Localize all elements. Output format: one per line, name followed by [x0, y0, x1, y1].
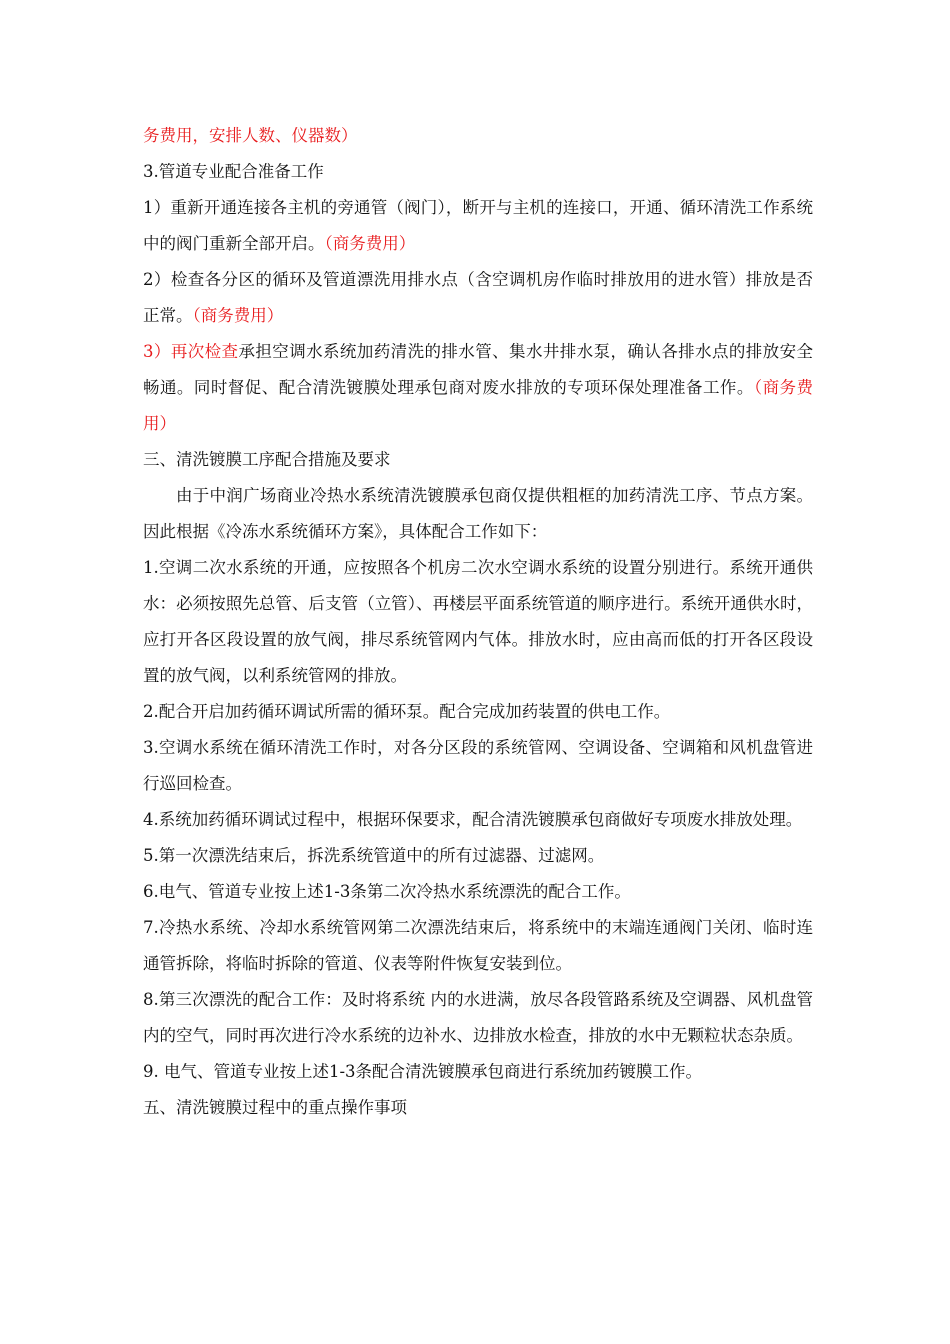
- paragraph-1: [143, 118, 813, 154]
- paragraph-8: [143, 550, 813, 694]
- section-heading: [143, 154, 813, 190]
- section-heading: [143, 1090, 813, 1126]
- paragraph-text: 7.冷热水系统、冷却水系统管网第二次漂洗结束后，将系统中的末端连通阀门关闭、临时连通管拆除，将临时拆除的管道、仪表等附件恢复安装到位。: [143, 918, 813, 973]
- paragraph-text: 5.第一次漂洗结束后，拆洗系统管道中的所有过滤器、过滤网。: [143, 846, 605, 865]
- paragraph-text: 2）检查各分区的循环及管道漂洗用排水点（含空调机房作临时排放用的进水管）排放是否正常。: [143, 270, 813, 325]
- paragraph-10: [143, 730, 813, 802]
- paragraph-14: [143, 910, 813, 982]
- paragraph-7: [143, 478, 813, 550]
- paragraph-text: 4.系统加药循环调试过程中，根据环保要求，配合清洗镀膜承包商做好专项废水排放处理。: [143, 810, 803, 829]
- paragraph-9: [143, 694, 813, 730]
- paragraph-text: 8.第三次漂洗的配合工作：及时将系统 内的水进满，放尽各段管路系统及空调器、风机盘管内的空气，同时再次进行冷水系统的边补水、边排放水检查，排放的水中无颗粒状态杂质。: [143, 990, 813, 1045]
- paragraph-text: 3.管道专业配合准备工作: [143, 162, 324, 181]
- red-prefix: 3）再次检查: [143, 342, 239, 361]
- paragraph-text: 由于中润广场商业冷热水系统清洗镀膜承包商仅提供粗框的加药清洗工序、节点方案。因此根据《冷冻水系统循环方案》，具体配合工作如下：: [143, 486, 813, 541]
- paragraph-11: [143, 802, 813, 838]
- paragraph-3: [143, 190, 813, 262]
- paragraph-text: 五、清洗镀膜过程中的重点操作事项: [143, 1098, 407, 1117]
- paragraph-5: [143, 334, 813, 442]
- red-text: 务费用，安排人数、仪器数）: [143, 126, 358, 145]
- red-note: （商务费用）: [143, 378, 814, 433]
- document-body: [143, 118, 813, 1126]
- paragraph-13: [143, 874, 813, 910]
- paragraph-15: [143, 982, 813, 1054]
- red-note: （商务费用）: [324, 234, 416, 253]
- paragraph-text: 承担空调水系统加药清洗的排水管、集水井排水泵，确认各排水点的排放安全畅通。同时督促、配合清洗镀膜处理承包商对废水排放的专项环保处理准备工作。: [143, 342, 814, 397]
- paragraph-text: 三、清洗镀膜工序配合措施及要求: [143, 450, 391, 469]
- section-heading: [143, 442, 813, 478]
- paragraph-text: 6.电气、管道专业按上述1-3条第二次冷热水系统漂洗的配合工作。: [143, 882, 631, 901]
- paragraph-text: 3.空调水系统在循环清洗工作时，对各分区段的系统管网、空调设备、空调箱和风机盘管进行巡回检查。: [143, 738, 813, 793]
- paragraph-text: 9. 电气、管道专业按上述1-3条配合清洗镀膜承包商进行系统加药镀膜工作。: [143, 1062, 703, 1081]
- paragraph-text: 2.配合开启加药循环调试所需的循环泵。配合完成加药装置的供电工作。: [143, 702, 671, 721]
- paragraph-12: [143, 838, 813, 874]
- paragraph-text: 1.空调二次水系统的开通，应按照各个机房二次水空调水系统的设置分别进行。系统开通供水：必须按照先总管、后支管（立管）、再楼层平面系统管道的顺序进行。系统开通供水时，应打开各区段设置的放气阀，排尽系统管网内气体。排放水时，应由高而低的打开各区段设置的放气阀，以利系统管网的排放。: [143, 558, 813, 685]
- paragraph-16: [143, 1054, 813, 1090]
- paragraph-4: [143, 262, 813, 334]
- red-note: （商务费用）: [192, 306, 284, 325]
- paragraph-text: 1）重新开通连接各主机的旁通管（阀门），断开与主机的连接口，开通、循环清洗工作系统中的阀门重新全部开启。: [143, 198, 813, 253]
